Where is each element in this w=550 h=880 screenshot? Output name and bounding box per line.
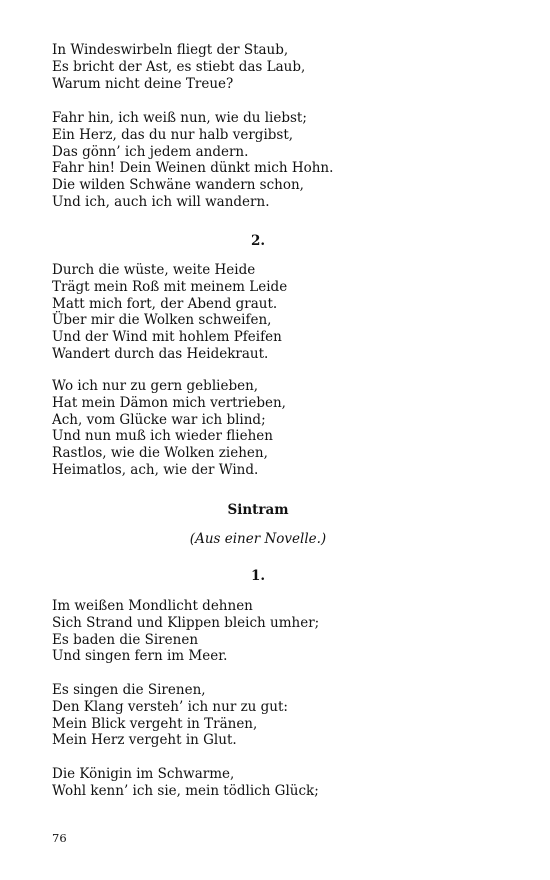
poem2-number: 2. bbox=[250, 233, 266, 249]
verse-line: Mein Herz vergeht in Glut. bbox=[52, 732, 237, 749]
verse-line: In Windeswirbeln fliegt der Staub, bbox=[52, 42, 289, 58]
verse-line: Und nun muß ich wieder fliehen bbox=[52, 428, 273, 445]
verse-line: Das gönn’ ich jedem andern. bbox=[52, 143, 249, 160]
verse-line: Fahr hin, ich weiß nun, wie du liebst; bbox=[52, 110, 307, 126]
sintram-stanza-2 bbox=[52, 682, 288, 749]
verse-line: Den Klang versteh’ ich nur zu gut: bbox=[52, 698, 288, 715]
verse-line: Und ich, auch ich will wandern. bbox=[52, 193, 270, 210]
poem-title: Sintram bbox=[227, 502, 289, 518]
verse-line: Hat mein Dämon mich vertrieben, bbox=[52, 394, 286, 411]
poem1-stanza-2 bbox=[52, 110, 333, 211]
sintram-number: 1. bbox=[250, 568, 266, 584]
verse-line: Trägt mein Roß mit meinem Leide bbox=[52, 278, 288, 295]
sintram-stanza-3 bbox=[52, 766, 319, 800]
verse-line: Matt mich fort, der Abend graut. bbox=[52, 295, 278, 312]
verse-line: Fahr hin! Dein Weinen dünkt mich Hohn. bbox=[52, 160, 334, 177]
verse-line: Es bricht der Ast, es stiebt das Laub, bbox=[52, 58, 306, 75]
verse-line: Die wilden Schwäne wandern schon, bbox=[52, 177, 304, 194]
page-number: 76 bbox=[52, 831, 67, 845]
poem1-stanza-1 bbox=[52, 42, 305, 92]
verse-line: Ein Herz, das du nur halb vergibst, bbox=[52, 126, 294, 143]
verse-line: Wandert durch das Heidekraut. bbox=[52, 345, 269, 362]
sintram-stanza-1 bbox=[52, 598, 319, 665]
verse-line: Ach, vom Glücke war ich blind; bbox=[52, 411, 266, 428]
verse-line: Sich Strand und Klippen bleich umher; bbox=[52, 614, 320, 631]
verse-line: Durch die wüste, weite Heide bbox=[52, 262, 256, 278]
verse-line: Die Königin im Schwarme, bbox=[52, 766, 235, 782]
verse-line: Mein Blick vergeht in Tränen, bbox=[52, 715, 258, 732]
verse-line: Es baden die Sirenen bbox=[52, 631, 199, 648]
verse-line: Und singen fern im Meer. bbox=[52, 648, 228, 665]
poem-subtitle: (Aus einer Novelle.) bbox=[189, 531, 327, 547]
verse-line: Wo ich nur zu gern geblieben, bbox=[52, 378, 259, 394]
verse-line: Über mir die Wolken schweifen, bbox=[52, 312, 272, 329]
verse-line: Warum nicht deine Treue? bbox=[52, 75, 234, 92]
verse-line: Es singen die Sirenen, bbox=[52, 682, 206, 698]
verse-line: Wohl kenn’ ich sie, mein tödlich Glück; bbox=[52, 782, 319, 799]
poem2-stanza-2 bbox=[52, 378, 286, 479]
verse-line: Rastlos, wie die Wolken ziehen, bbox=[52, 445, 268, 462]
poem2-stanza-1 bbox=[52, 262, 287, 363]
verse-line: Und der Wind mit hohlem Pfeifen bbox=[52, 329, 282, 346]
verse-line: Heimatlos, ach, wie der Wind. bbox=[52, 461, 259, 478]
verse-line: Im weißen Mondlicht dehnen bbox=[52, 598, 253, 614]
